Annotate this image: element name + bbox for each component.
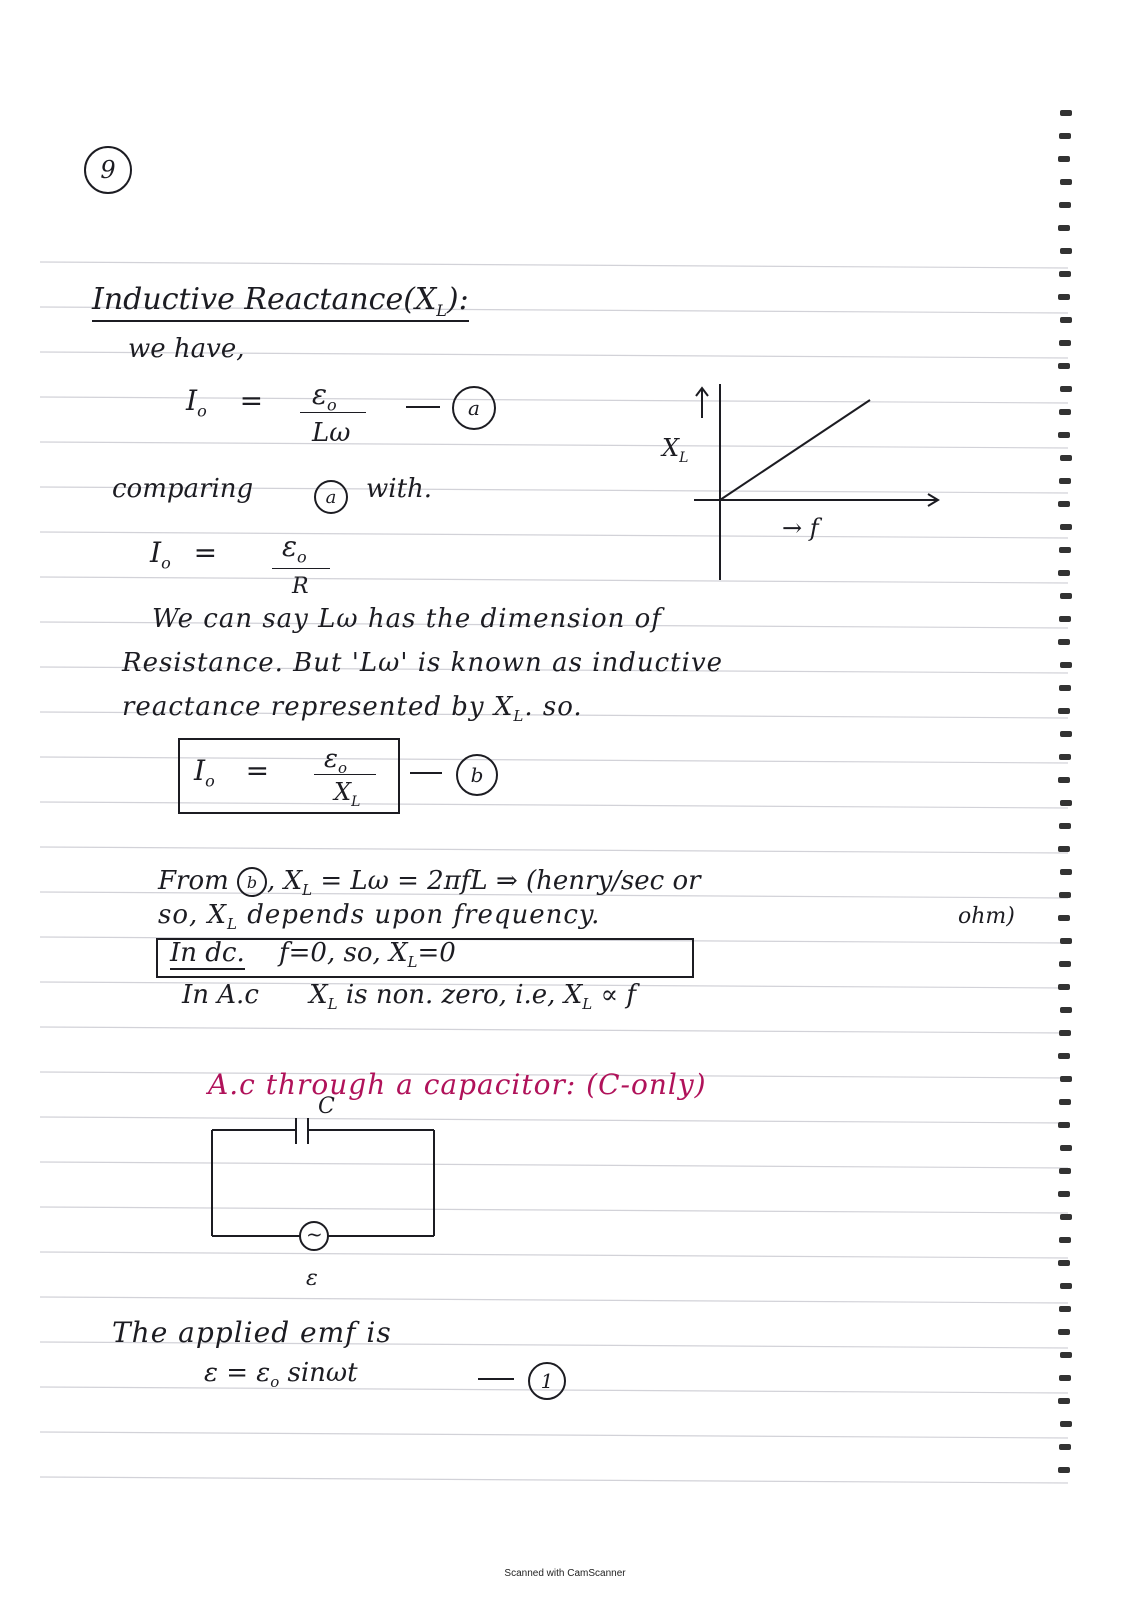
equation-b-tag: b — [456, 754, 498, 796]
equation-a-lhs: $I_o$ = — [186, 384, 264, 421]
spiral-ring — [1060, 248, 1072, 254]
comparing-tag: a — [314, 480, 348, 514]
spiral-ring — [1059, 754, 1071, 760]
spiral-ring — [1060, 1352, 1072, 1358]
spiral-ring — [1060, 800, 1072, 806]
spiral-ring — [1059, 202, 1071, 208]
spiral-ring — [1060, 317, 1072, 323]
spiral-ring — [1059, 1237, 1071, 1243]
spiral-ring — [1060, 455, 1072, 461]
equation-a-tag: a — [452, 386, 496, 430]
spiral-binding — [1058, 110, 1072, 1473]
say-line-3: reactance represented by $X_L$. so. — [122, 692, 583, 726]
depends-line: so, $X_L$ depends upon frequency. — [158, 900, 601, 934]
spiral-ring — [1060, 110, 1072, 116]
from-b-line: From b , $X_L = L\omega = 2\pi fL$ ⇒ (henry/sec or — [158, 866, 701, 900]
spiral-ring — [1058, 1260, 1070, 1266]
say-line-1: We can say Lω has the dimension of — [152, 604, 662, 634]
spiral-ring — [1059, 685, 1071, 691]
capacitor-label: C — [318, 1094, 335, 1119]
spiral-ring — [1059, 1168, 1071, 1174]
from-b-tag: b — [237, 867, 267, 897]
spiral-ring — [1059, 409, 1071, 415]
comparing-with: with. — [366, 474, 433, 504]
ac-source-symbol: ~ — [306, 1222, 323, 1246]
capacitor-section-title: A.c through a capacitor: (C-only) — [208, 1068, 707, 1101]
spiral-ring — [1059, 1306, 1071, 1312]
spiral-ring — [1060, 869, 1072, 875]
capacitor-circuit — [200, 1118, 460, 1268]
spiral-ring — [1060, 938, 1072, 944]
scanner-watermark: Scanned with CamScanner — [504, 1568, 626, 1579]
spiral-ring — [1058, 1467, 1070, 1473]
spiral-ring — [1060, 731, 1072, 737]
we-have-text: we have, — [128, 334, 245, 364]
equation-a-fraction-bar — [300, 412, 366, 413]
spiral-ring — [1058, 708, 1070, 714]
equation-r-numerator: $\varepsilon_o$ — [282, 530, 307, 567]
spiral-ring — [1058, 570, 1070, 576]
spiral-ring — [1059, 478, 1071, 484]
spiral-ring — [1059, 823, 1071, 829]
spiral-ring — [1059, 1099, 1071, 1105]
equation-a-dash — [406, 406, 440, 408]
spiral-ring — [1058, 639, 1070, 645]
spiral-ring — [1059, 271, 1071, 277]
page-number: 9 — [84, 146, 132, 194]
spiral-ring — [1059, 1444, 1071, 1450]
spiral-ring — [1058, 225, 1070, 231]
spiral-ring — [1060, 1145, 1072, 1151]
emf-label: ε — [306, 1266, 318, 1291]
spiral-ring — [1058, 432, 1070, 438]
spiral-ring — [1060, 386, 1072, 392]
units-ohm: ohm) — [958, 904, 1015, 929]
equation-b-numerator: $\varepsilon_o$ — [324, 744, 347, 778]
spiral-ring — [1058, 1398, 1070, 1404]
spiral-ring — [1058, 915, 1070, 921]
equation-b-denominator: $X_L$ — [334, 778, 361, 810]
equation-1-dash — [478, 1378, 514, 1380]
spiral-ring — [1060, 1421, 1072, 1427]
xl-vs-f-graph — [680, 370, 940, 590]
spiral-ring — [1060, 1007, 1072, 1013]
in-dc-line: In dc. f=0, so, $X_L=0$ — [170, 938, 456, 972]
spiral-ring — [1058, 984, 1070, 990]
spiral-ring — [1059, 340, 1071, 346]
spiral-ring — [1058, 1053, 1070, 1059]
equation-1: $\varepsilon = \varepsilon_o$ sinωt — [204, 1358, 358, 1392]
spiral-ring — [1059, 1375, 1071, 1381]
spiral-ring — [1060, 1076, 1072, 1082]
spiral-ring — [1059, 547, 1071, 553]
equation-1-tag: 1 — [528, 1362, 566, 1400]
spiral-ring — [1058, 1329, 1070, 1335]
spiral-ring — [1060, 1283, 1072, 1289]
spiral-ring — [1058, 846, 1070, 852]
spiral-ring — [1060, 662, 1072, 668]
spiral-ring — [1059, 961, 1071, 967]
spiral-ring — [1059, 133, 1071, 139]
spiral-ring — [1059, 1030, 1071, 1036]
spiral-ring — [1060, 524, 1072, 530]
spiral-ring — [1058, 363, 1070, 369]
equation-a-denominator: Lω — [312, 418, 351, 448]
spiral-ring — [1060, 593, 1072, 599]
equation-a-numerator: $\varepsilon_o$ — [312, 378, 337, 415]
equation-r-fraction-bar — [272, 568, 330, 569]
equation-r-denominator: R — [292, 574, 309, 599]
equation-b-lhs: $I_o$ = — [194, 754, 270, 791]
in-ac-line: In A.c $X_L$ is non. zero, i.e, $X_L \propto f$ — [182, 980, 636, 1014]
spiral-ring — [1058, 294, 1070, 300]
spiral-ring — [1060, 1214, 1072, 1220]
equation-r-lhs: $I_o$ = — [150, 536, 218, 573]
spiral-ring — [1058, 156, 1070, 162]
comparing-text: comparing — [112, 474, 254, 504]
say-line-2: Resistance. But 'Lω' is known as inductive — [122, 648, 724, 678]
section-heading: Inductive $Reactance(X_L)$: — [92, 282, 469, 320]
equation-b-dash — [410, 772, 442, 774]
xl-line — [720, 400, 870, 500]
applied-emf-text: The applied emf is — [112, 1316, 392, 1349]
equation-b-fraction-bar — [314, 774, 376, 775]
spiral-ring — [1058, 501, 1070, 507]
spiral-ring — [1060, 179, 1072, 185]
spiral-ring — [1059, 892, 1071, 898]
graph-y-label: $X_L$ — [662, 434, 689, 466]
spiral-ring — [1058, 1122, 1070, 1128]
spiral-ring — [1059, 616, 1071, 622]
graph-x-label: → f — [782, 514, 819, 542]
spiral-ring — [1058, 777, 1070, 783]
spiral-ring — [1058, 1191, 1070, 1197]
